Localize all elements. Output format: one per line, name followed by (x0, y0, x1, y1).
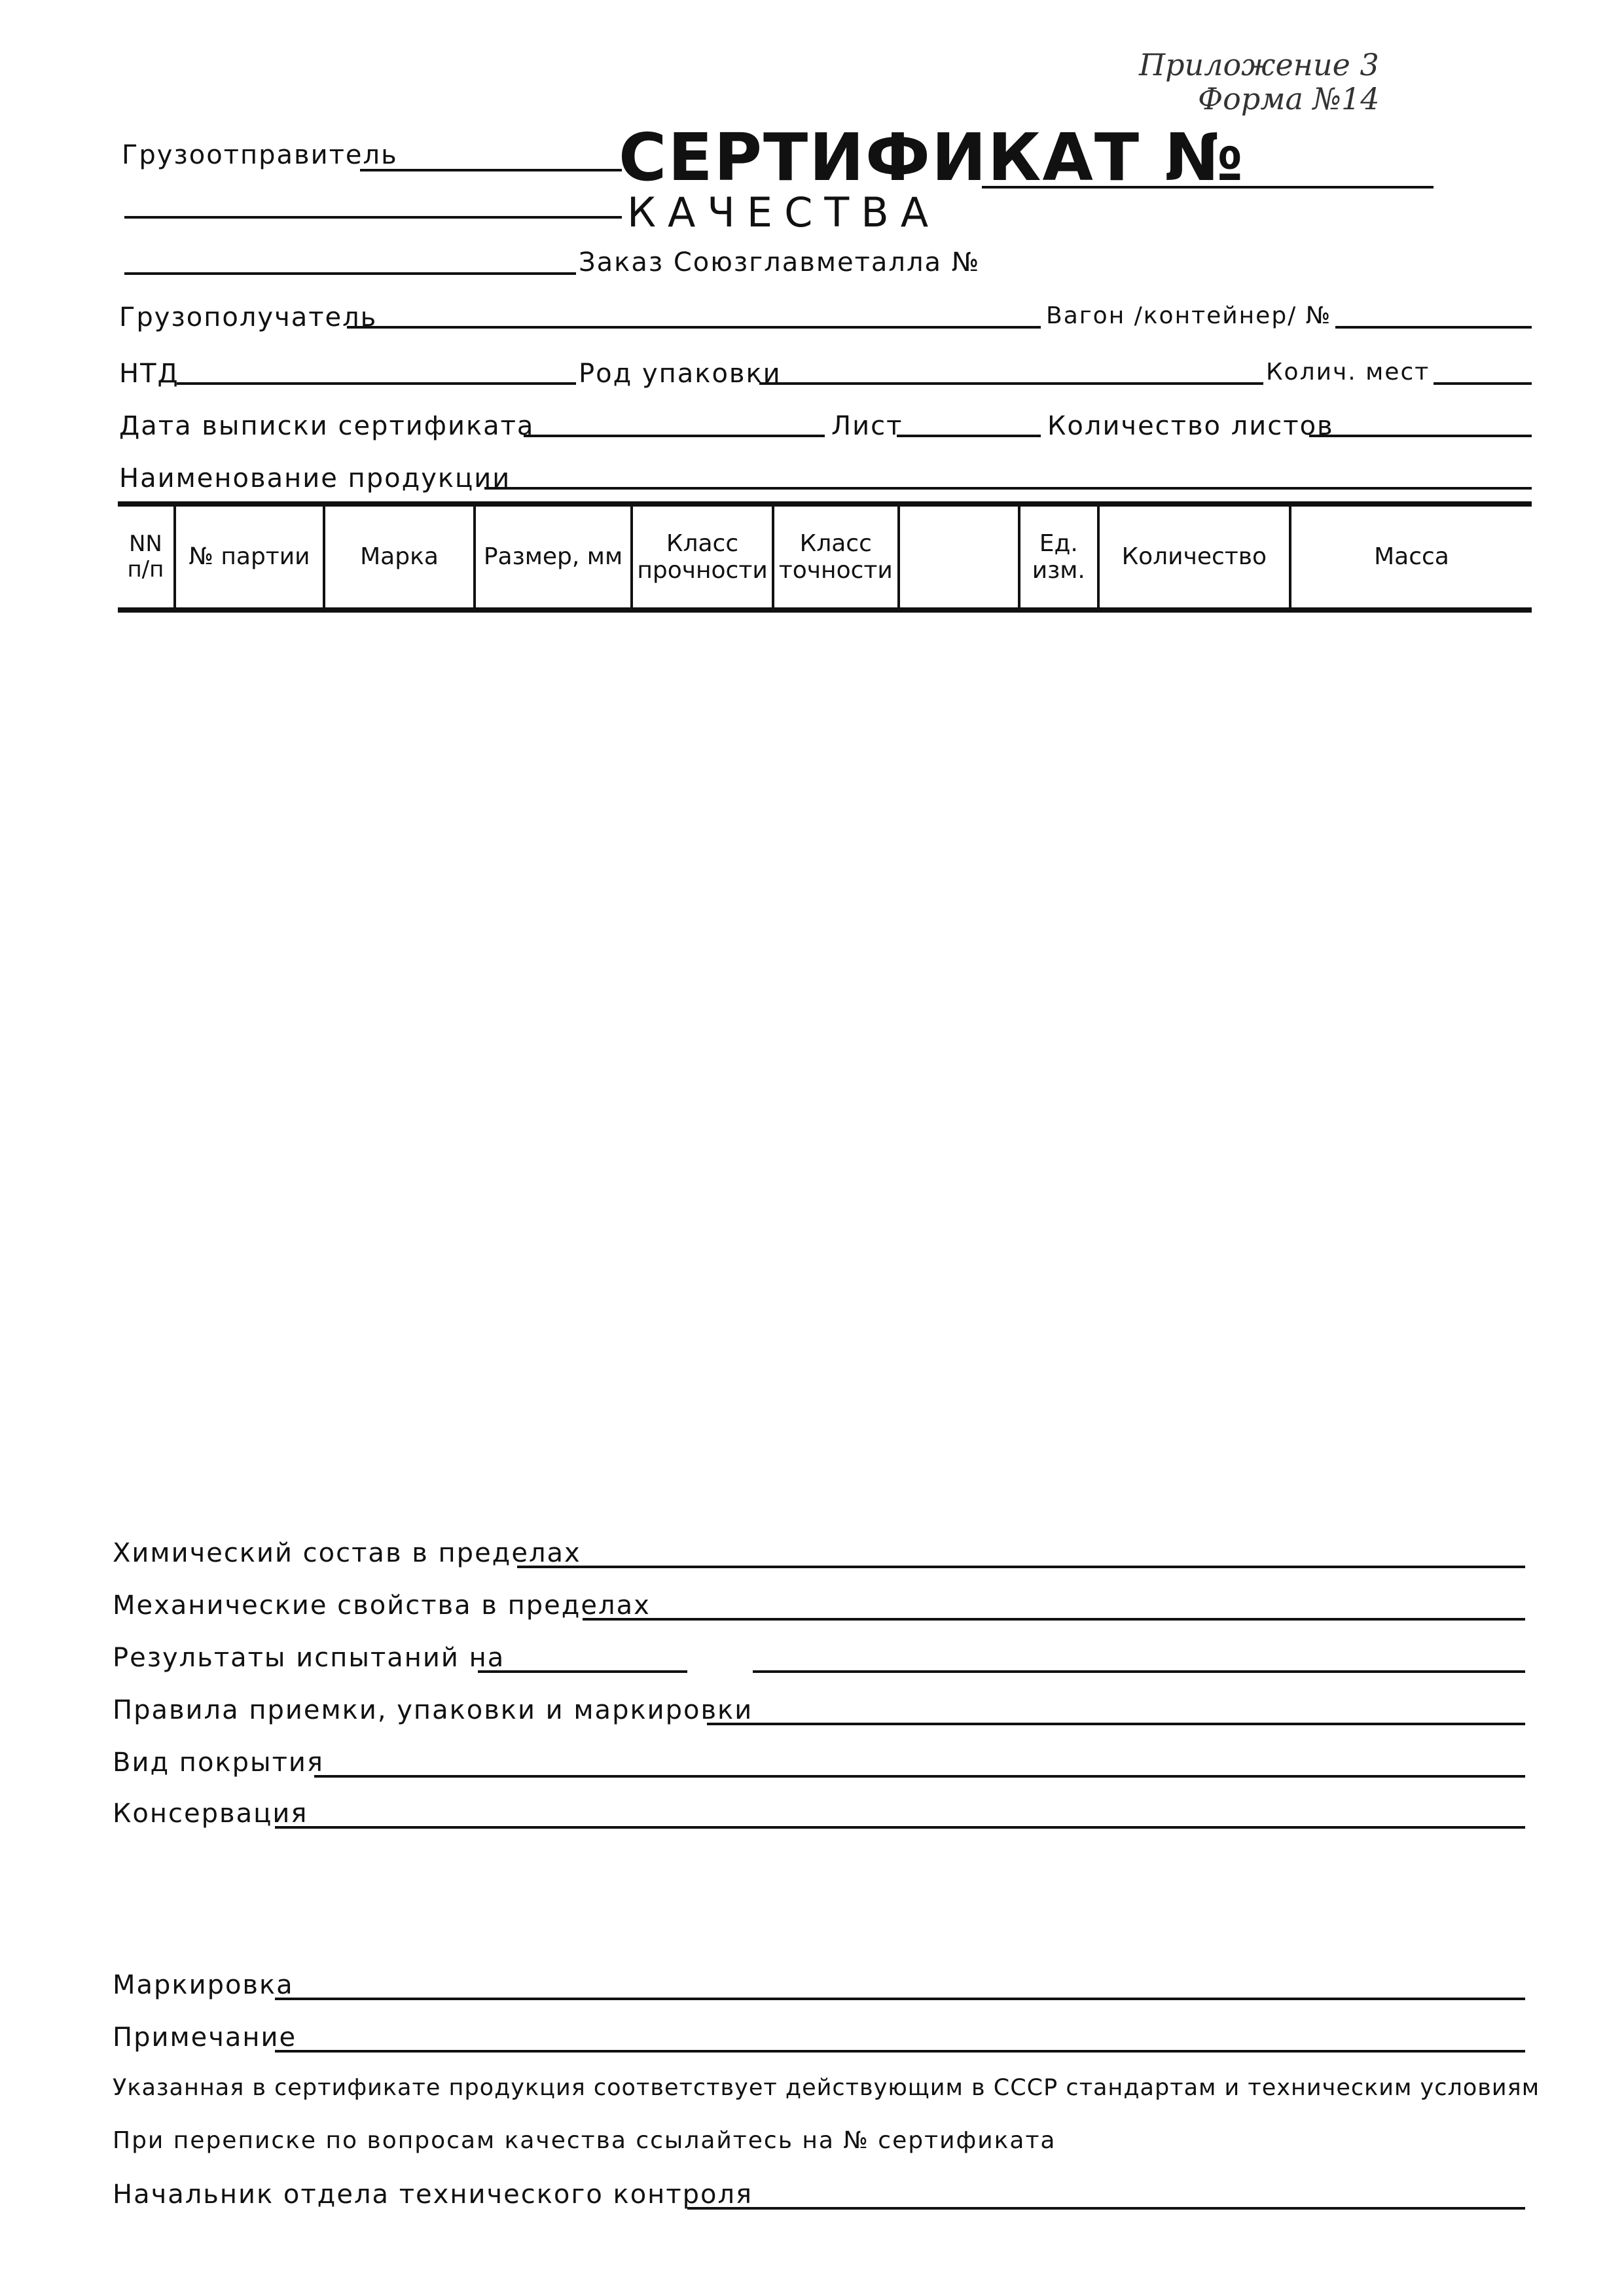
wagon-label: Вагон /контейнер/ № (1046, 302, 1332, 329)
col-unit: Ед. изм. (1019, 504, 1098, 610)
issue-date-line[interactable] (524, 435, 825, 437)
chief-signature-line[interactable] (687, 2207, 1525, 2210)
marking-line[interactable] (275, 1998, 1525, 2000)
table-header-row (118, 504, 1532, 610)
form-number-label: Форма №14 (1198, 81, 1380, 117)
certificate-number-line[interactable] (982, 186, 1434, 188)
test-results-label: Результаты испытаний на (113, 1643, 505, 1673)
sheet-line[interactable] (897, 435, 1041, 437)
product-table-header (118, 501, 1532, 613)
col-batch-number: № партии (175, 504, 324, 610)
shipper-line-2[interactable] (124, 216, 622, 219)
certificate-title: СЕРТИФИКАТ № (619, 119, 1245, 196)
coating-line[interactable] (314, 1775, 1525, 1778)
col-strength-class: Класс прочности (632, 504, 773, 610)
chemical-line[interactable] (517, 1566, 1525, 1568)
shipper-label: Грузоотправитель (122, 140, 398, 170)
col-row-number: NN п/п (118, 504, 175, 610)
col-mass: Масса (1290, 504, 1532, 610)
ntd-line[interactable] (177, 382, 576, 385)
conservation-line[interactable] (275, 1826, 1525, 1829)
conservation-label: Консервация (113, 1799, 308, 1829)
rules-line[interactable] (707, 1723, 1525, 1725)
col-blank (899, 504, 1019, 610)
ntd-label: НТД (119, 359, 179, 389)
note-line[interactable] (275, 2050, 1525, 2053)
col-size: Размер, мм (475, 504, 632, 610)
product-name-line[interactable] (484, 487, 1532, 490)
test-results-line-1[interactable] (478, 1670, 687, 1673)
certificate-subtitle: КАЧЕСТВА (627, 188, 941, 236)
issue-date-label: Дата выписки сертификата (119, 411, 535, 441)
mechanical-line[interactable] (583, 1618, 1525, 1621)
product-name-label: Наименование продукции (119, 463, 511, 493)
rules-label: Правила приемки, упаковки и маркировки (113, 1695, 753, 1725)
sheet-count-line[interactable] (1309, 435, 1532, 437)
order-label: Заказ Союзглавметалла № (579, 247, 981, 278)
packing-line[interactable] (759, 382, 1263, 385)
coating-label: Вид покрытия (113, 1748, 324, 1778)
marking-label: Маркировка (113, 1970, 294, 2000)
col-quantity: Количество (1098, 504, 1290, 610)
chemical-label: Химический состав в пределах (113, 1538, 581, 1568)
places-label: Колич. мест (1266, 359, 1430, 386)
shipper-line[interactable] (360, 169, 622, 171)
packing-label: Род упаковки (579, 359, 782, 389)
test-results-line-2[interactable] (753, 1670, 1525, 1673)
mechanical-label: Механические свойства в пределах (113, 1590, 651, 1621)
compliance-statement: Указанная в сертификате продукция соответствует действующим в СССР стандартам и техническим условиям (113, 2075, 1540, 2101)
col-grade: Марка (324, 504, 475, 610)
chief-label: Начальник отдела технического контроля (113, 2179, 753, 2210)
consignee-line[interactable] (347, 326, 1041, 329)
correspondence-note: При переписке по вопросам качества ссылайтесь на № сертификата (113, 2127, 1056, 2154)
wagon-line[interactable] (1335, 326, 1532, 329)
consignee-label: Грузополучатель (119, 302, 378, 332)
appendix-label: Приложение 3 (1139, 47, 1379, 82)
places-line[interactable] (1434, 382, 1532, 385)
order-left-line[interactable] (124, 272, 576, 275)
sheet-label: Лист (831, 411, 903, 441)
sheet-count-label: Количество листов (1047, 411, 1334, 441)
col-precision-class: Класс точности (773, 504, 899, 610)
note-label: Примечание (113, 2022, 297, 2053)
